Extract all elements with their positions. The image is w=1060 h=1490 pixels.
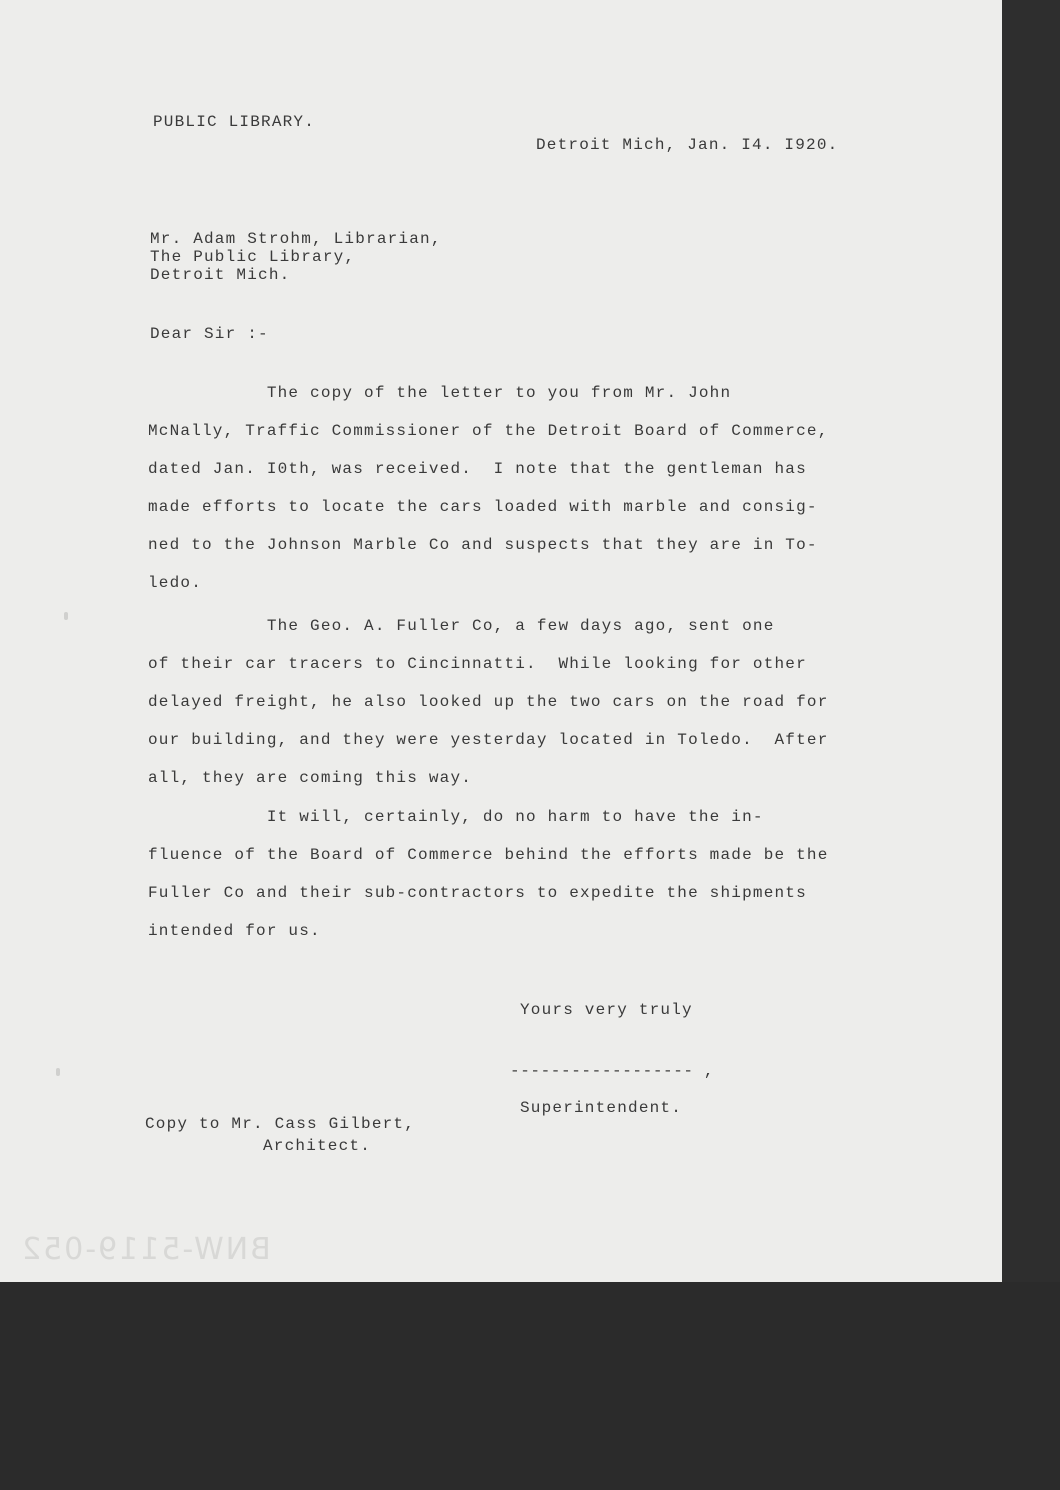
body-line: McNally, Traffic Commissioner of the Detroit Board of Commerce, xyxy=(148,422,829,440)
body-line: Fuller Co and their sub-contractors to expedite the shipments xyxy=(148,884,807,902)
paper-speck xyxy=(56,1068,60,1076)
salutation: Dear Sir :- xyxy=(150,325,269,343)
body-line: delayed freight, he also looked up the two cars on the road for xyxy=(148,693,829,711)
archive-stamp: BNW-5119-052 xyxy=(20,1232,271,1267)
copy-to-line: Copy to Mr. Cass Gilbert, xyxy=(145,1115,416,1133)
body-line: The copy of the letter to you from Mr. John xyxy=(148,384,732,402)
body-line: It will, certainly, do no harm to have the in- xyxy=(148,808,764,826)
letterhead: PUBLIC LIBRARY. xyxy=(153,113,316,131)
body-line: The Geo. A. Fuller Co, a few days ago, sent one xyxy=(148,617,775,635)
body-line: of their car tracers to Cincinnatti. While looking for other xyxy=(148,655,807,673)
scanner-background-right xyxy=(1002,0,1060,1282)
address-line: Mr. Adam Strohm, Librarian, xyxy=(150,230,442,248)
body-line: made efforts to locate the cars loaded with marble and consig- xyxy=(148,498,818,516)
copy-to-line: Architect. xyxy=(263,1137,372,1155)
body-line: our building, and they were yesterday located in Toledo. After xyxy=(148,731,829,749)
paper-speck xyxy=(64,612,68,620)
body-line: ledo. xyxy=(148,574,203,592)
body-line: fluence of the Board of Commerce behind the efforts made be the xyxy=(148,846,829,864)
body-line: all, they are coming this way. xyxy=(148,769,473,787)
closing: Yours very truly xyxy=(520,1001,693,1019)
address-line: The Public Library, xyxy=(150,248,356,266)
body-line: intended for us. xyxy=(148,922,321,940)
dateline: Detroit Mich, Jan. I4. I920. xyxy=(536,136,839,154)
scanner-background-bottom xyxy=(0,1282,1060,1490)
signature-title: Superintendent. xyxy=(520,1099,683,1117)
body-line: dated Jan. I0th, was received. I note that the gentleman has xyxy=(148,460,807,478)
body-line: ned to the Johnson Marble Co and suspects that they are in To- xyxy=(148,536,818,554)
address-line: Detroit Mich. xyxy=(150,266,291,284)
signature-line: ------------------ , xyxy=(510,1062,715,1080)
